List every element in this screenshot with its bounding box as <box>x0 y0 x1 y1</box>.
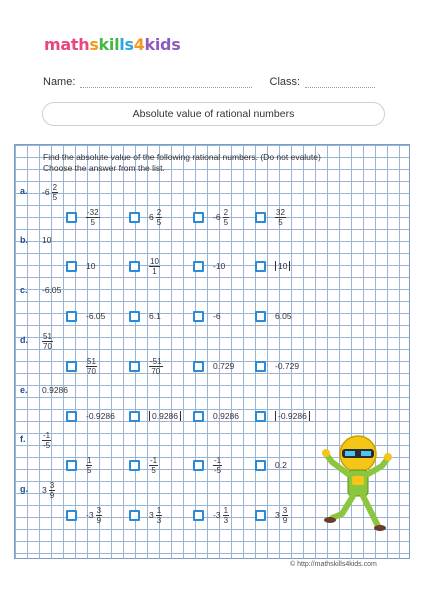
fraction <box>86 208 100 227</box>
numerator: 3 <box>96 506 102 515</box>
denominator: 9 <box>49 491 55 500</box>
numerator: 51 <box>43 332 52 341</box>
whole-number: 3 <box>42 484 47 495</box>
answer-option[interactable] <box>86 311 105 321</box>
denominator: 5 <box>278 218 283 227</box>
answer-option[interactable] <box>275 311 292 321</box>
logo: mathskills4kids <box>44 35 181 54</box>
answer-option[interactable] <box>149 456 158 475</box>
numerator: 3 <box>282 506 288 515</box>
denominator: 5 <box>223 218 229 227</box>
answer-option[interactable] <box>275 460 287 470</box>
robot-mascot-illustration <box>318 432 398 532</box>
denominator: 3 <box>223 516 229 525</box>
whole-number: 3 <box>275 509 280 520</box>
number-text: -6.05 <box>86 311 106 321</box>
answer-option[interactable] <box>275 411 310 421</box>
question-label: f. <box>20 434 26 444</box>
denominator: 5 <box>156 218 162 227</box>
answer-checkbox[interactable] <box>193 460 204 471</box>
fraction <box>156 208 162 227</box>
answer-checkbox[interactable] <box>255 212 266 223</box>
number-text: 0.2 <box>275 460 287 470</box>
answer-checkbox[interactable] <box>129 460 140 471</box>
numerator: 2 <box>156 208 162 217</box>
question-value <box>42 285 61 295</box>
answer-checkbox[interactable] <box>193 212 204 223</box>
answer-checkbox[interactable] <box>66 311 77 322</box>
answer-option[interactable] <box>275 506 288 525</box>
numerator: -32 <box>87 208 99 217</box>
whole-number: 3 <box>149 509 154 520</box>
fraction <box>149 257 160 276</box>
denominator: 5 <box>52 193 58 202</box>
denominator: 70 <box>87 367 96 376</box>
numerator: 3 <box>49 481 55 490</box>
denominator: 9 <box>96 516 102 525</box>
denominator: 5 <box>151 466 156 475</box>
denominator: -5 <box>43 441 51 450</box>
denominator: 70 <box>43 342 52 351</box>
question-label: c. <box>20 285 28 295</box>
instructions <box>43 152 321 174</box>
number-text: 6.05 <box>275 311 292 321</box>
answer-checkbox[interactable] <box>66 361 77 372</box>
fraction <box>42 332 53 351</box>
absolute-value-expression: 10 <box>275 261 290 271</box>
question-label: g. <box>20 484 28 494</box>
worksheet-title: Absolute value of rational numbers <box>42 102 385 126</box>
number-text: -0.9286 <box>86 411 115 421</box>
answer-option[interactable] <box>86 261 95 271</box>
numerator: 1 <box>223 506 229 515</box>
question-value <box>42 235 51 245</box>
answer-option[interactable] <box>86 506 102 525</box>
numerator: 10 <box>150 257 159 266</box>
instruction-line-1: Find the absolute value of the following rational numbers. (Do not evalute) <box>43 152 321 162</box>
answer-checkbox[interactable] <box>193 311 204 322</box>
numerator: -51 <box>150 357 162 366</box>
fraction <box>223 506 229 525</box>
answer-option[interactable] <box>275 208 286 227</box>
question-label: e. <box>20 385 28 395</box>
numerator: -1 <box>150 456 158 465</box>
answer-checkbox[interactable] <box>129 411 140 422</box>
numerator: 2 <box>52 183 58 192</box>
whole-number: 6 <box>149 211 154 222</box>
denominator: 5 <box>90 218 95 227</box>
number-text: 0.729 <box>213 361 235 371</box>
class-label: Class: <box>269 76 301 88</box>
answer-checkbox[interactable] <box>129 261 140 272</box>
fraction <box>156 506 162 525</box>
answer-checkbox[interactable] <box>66 261 77 272</box>
question-label: d. <box>20 335 28 345</box>
denominator: 9 <box>282 516 288 525</box>
answer-option[interactable] <box>213 208 229 227</box>
numerator: 32 <box>276 208 285 217</box>
footer-url: © http://mathskills4kids.com <box>290 561 377 568</box>
numerator: -1 <box>43 431 51 440</box>
answer-checkbox[interactable] <box>193 261 204 272</box>
answer-option[interactable] <box>149 208 162 227</box>
whole-number: -3 <box>86 509 94 520</box>
name-class-row <box>43 76 375 88</box>
number-text: -6 <box>213 311 221 321</box>
answer-option[interactable] <box>213 261 225 271</box>
fraction <box>275 208 286 227</box>
answer-option[interactable] <box>149 357 163 376</box>
answer-option[interactable] <box>149 506 162 525</box>
answer-checkbox[interactable] <box>66 460 77 471</box>
number-text: 0.9286 <box>213 411 239 421</box>
answer-checkbox[interactable] <box>255 261 266 272</box>
fraction <box>86 456 92 475</box>
fraction <box>282 506 288 525</box>
whole-number: -3 <box>213 509 221 520</box>
absolute-value-expression: 0.9286 <box>149 411 181 421</box>
fraction <box>149 357 163 376</box>
answer-checkbox[interactable] <box>255 411 266 422</box>
fraction <box>49 481 55 500</box>
question-value <box>42 431 51 450</box>
answer-option[interactable] <box>86 411 115 421</box>
answer-option[interactable] <box>149 311 161 321</box>
answer-option[interactable] <box>275 261 290 271</box>
answer-option[interactable] <box>275 361 299 371</box>
answer-option[interactable] <box>213 411 239 421</box>
fraction <box>52 183 58 202</box>
answer-checkbox[interactable] <box>193 361 204 372</box>
question-value <box>42 385 68 395</box>
numerator: 51 <box>87 357 96 366</box>
denominator: 70 <box>151 367 161 376</box>
answer-checkbox[interactable] <box>193 411 204 422</box>
fraction <box>86 357 97 376</box>
fraction <box>96 506 102 525</box>
number-text: 0.9286 <box>42 385 68 395</box>
answer-checkbox[interactable] <box>129 510 140 521</box>
numerator: 1 <box>156 506 162 515</box>
answer-option[interactable] <box>213 506 229 525</box>
answer-option[interactable] <box>213 361 234 371</box>
number-text: -6.05 <box>42 285 62 295</box>
fraction <box>223 208 229 227</box>
question-label: b. <box>20 235 28 245</box>
answer-checkbox[interactable] <box>66 411 77 422</box>
number-text: -0.729 <box>275 361 300 371</box>
answer-checkbox[interactable] <box>129 212 140 223</box>
number-text: 10 <box>42 235 52 245</box>
answer-option[interactable] <box>149 411 181 421</box>
answer-option[interactable] <box>86 208 100 227</box>
numerator: 1 <box>87 456 92 465</box>
denominator: -5 <box>214 466 222 475</box>
fraction <box>149 456 158 475</box>
absolute-value-expression: -0.9286 <box>275 411 310 421</box>
denominator: 5 <box>87 466 92 475</box>
answer-option[interactable] <box>213 456 222 475</box>
answer-checkbox[interactable] <box>129 311 140 322</box>
question-value <box>42 481 55 500</box>
question-label: a. <box>20 186 28 196</box>
number-text: 6.1 <box>149 311 161 321</box>
numerator: 2 <box>223 208 229 217</box>
fraction <box>213 456 222 475</box>
number-text: 10 <box>86 261 96 271</box>
question-value <box>42 332 53 351</box>
instruction-line-2: Choose the answer from the list. <box>43 163 165 173</box>
class-field[interactable] <box>305 87 375 88</box>
answer-option[interactable] <box>149 257 160 276</box>
answer-checkbox[interactable] <box>193 510 204 521</box>
answer-checkbox[interactable] <box>66 212 77 223</box>
answer-checkbox[interactable] <box>255 460 266 471</box>
question-value <box>42 183 58 202</box>
answer-checkbox[interactable] <box>66 510 77 521</box>
name-label: Name: <box>43 76 76 88</box>
denominator: 1 <box>152 267 157 276</box>
answer-checkbox[interactable] <box>255 311 266 322</box>
answer-option[interactable] <box>86 357 97 376</box>
numerator: -1 <box>214 456 222 465</box>
answer-checkbox[interactable] <box>129 361 140 372</box>
answer-checkbox[interactable] <box>255 361 266 372</box>
number-text: -10 <box>213 261 226 271</box>
name-field[interactable] <box>80 87 252 88</box>
denominator: 3 <box>156 516 162 525</box>
answer-option[interactable] <box>213 311 221 321</box>
fraction <box>42 431 51 450</box>
whole-number: -6 <box>42 186 50 197</box>
answer-checkbox[interactable] <box>255 510 266 521</box>
answer-option[interactable] <box>86 456 92 475</box>
whole-number: -6 <box>213 211 221 222</box>
